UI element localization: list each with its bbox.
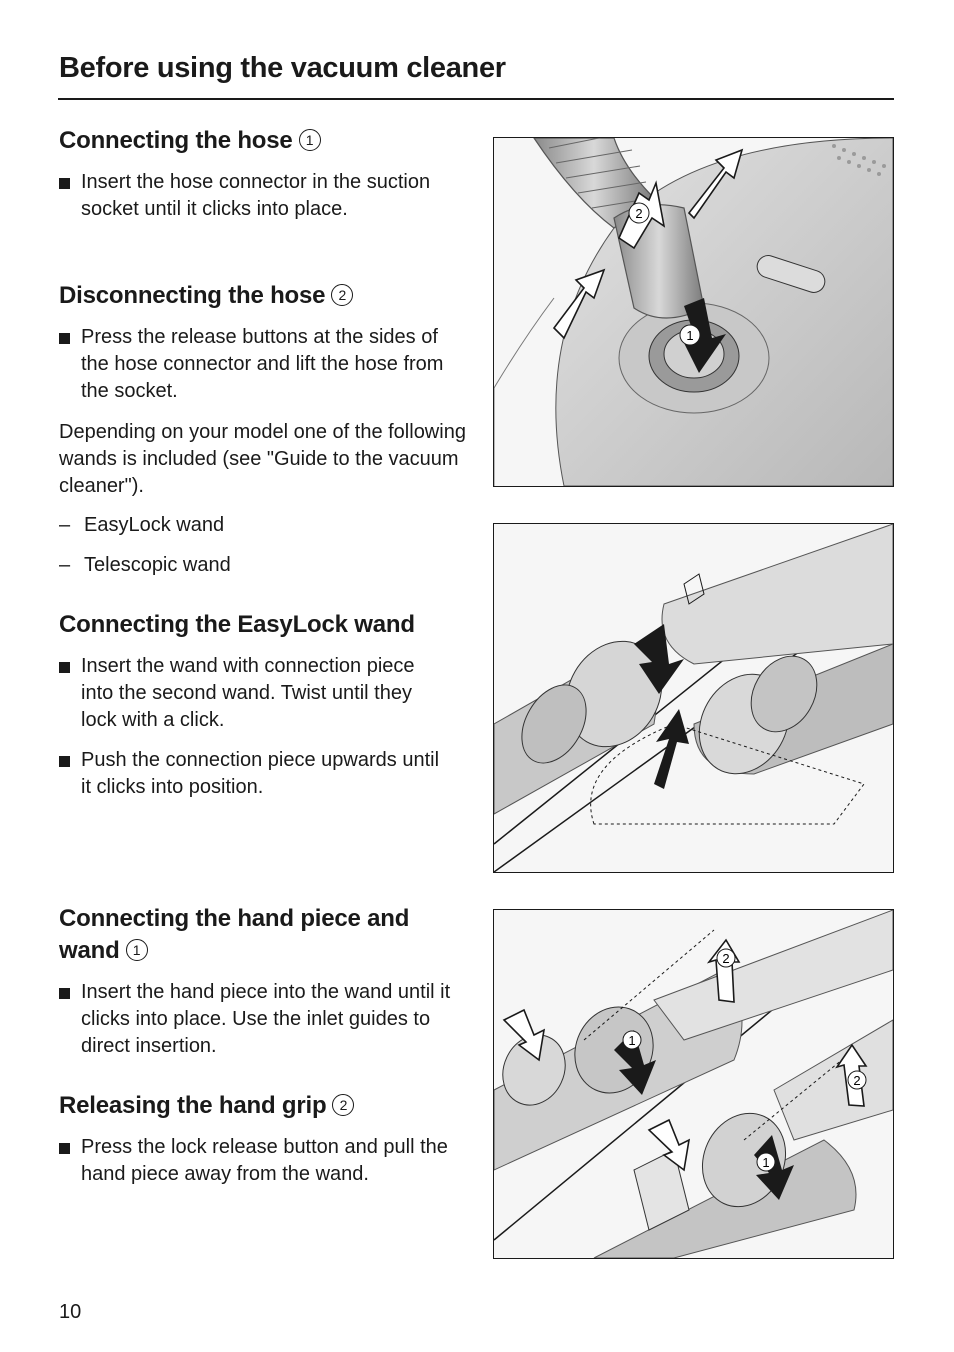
section-easylock bbox=[59, 609, 439, 801]
heading-easylock: Connecting the EasyLock wand bbox=[59, 611, 415, 638]
list-item: – EasyLock wand bbox=[59, 512, 469, 539]
title-rule bbox=[58, 98, 894, 100]
callout-label: 2 bbox=[635, 206, 643, 221]
page-title: Before using the vacuum cleaner bbox=[59, 52, 506, 84]
callout-label: 1 bbox=[762, 1155, 770, 1170]
step-number-badge: 1 bbox=[126, 939, 148, 961]
heading-connecting-hose: Connecting the hose 1 bbox=[59, 125, 469, 157]
callout-label: 2 bbox=[853, 1073, 861, 1088]
bullet-text: Push the connection piece upwards until it clicks into position. bbox=[59, 747, 439, 801]
hose-illustration bbox=[494, 138, 893, 486]
heading-disconnecting-hose: Disconnecting the hose 2 bbox=[59, 280, 469, 312]
section-connecting-hose bbox=[59, 125, 469, 223]
section-hand-grip bbox=[59, 1090, 469, 1188]
callout-label: 1 bbox=[628, 1033, 636, 1048]
bullet-text: Insert the hand piece into the wand until it clicks into place. Use the inlet guides to direct insertion. bbox=[59, 979, 469, 1060]
step-number-badge: 1 bbox=[299, 129, 321, 151]
heading-hand-grip: Releasing the hand grip 2 bbox=[59, 1090, 469, 1122]
bullet-text: Insert the wand with connection piece into the second wand. Twist until they lock with a click. bbox=[59, 653, 439, 734]
section-hand-piece bbox=[59, 903, 469, 1060]
easylock-illustration bbox=[494, 524, 893, 872]
hand-piece-illustration bbox=[494, 910, 893, 1258]
step-number-badge: 2 bbox=[332, 1094, 354, 1116]
list-item: – Telescopic wand bbox=[59, 552, 469, 579]
callout-label: 2 bbox=[722, 951, 730, 966]
bullet-text: Insert the hose connector in the suction socket until it clicks into place. bbox=[59, 169, 469, 223]
figure-hose-connection bbox=[493, 137, 894, 487]
bullet-text: Press the release buttons at the sides of the hose connector and lift the hose from the socket. bbox=[59, 324, 469, 405]
section-disconnecting-hose bbox=[59, 280, 469, 579]
callout-label: 1 bbox=[686, 328, 694, 343]
step-number-badge: 2 bbox=[331, 284, 353, 306]
paragraph-text: Depending on your model one of the following wands is included (see "Guide to the vacuum cleaner"). bbox=[59, 421, 466, 497]
figure-easylock-wand bbox=[493, 523, 894, 873]
figure-hand-piece bbox=[493, 909, 894, 1259]
bullet-text: Press the lock release button and pull the hand piece away from the wand. bbox=[59, 1134, 469, 1188]
page-number: 10 bbox=[59, 1301, 82, 1323]
heading-hand-piece: Connecting the hand piece and wand 1 bbox=[59, 905, 410, 964]
